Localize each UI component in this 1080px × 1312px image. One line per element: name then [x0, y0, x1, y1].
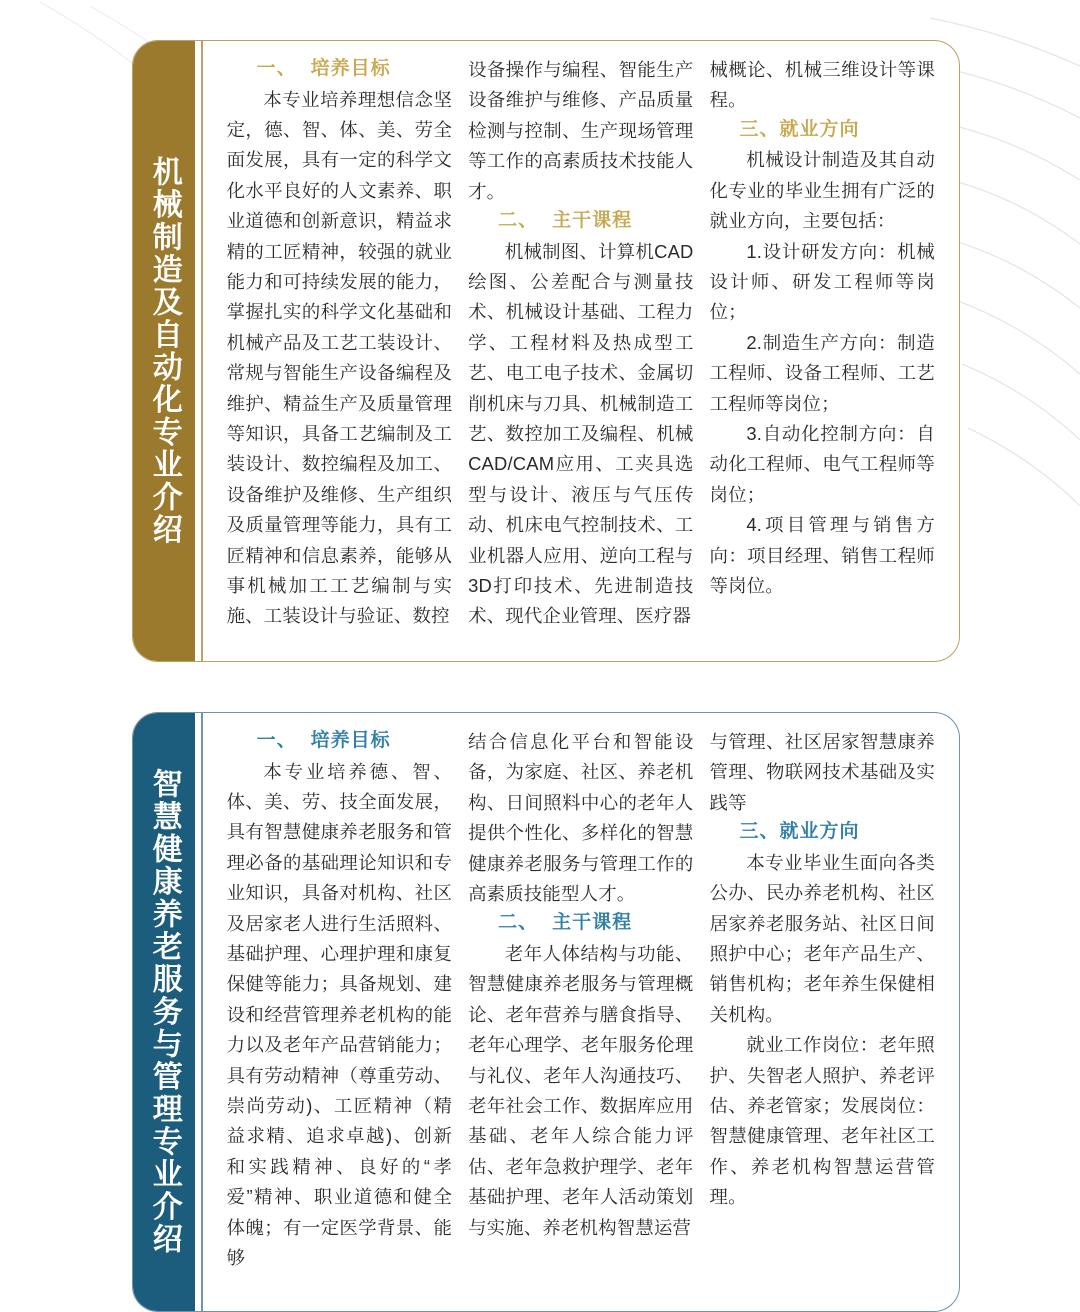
sidebar-title-smart-elderly-care — [133, 713, 195, 1311]
sidebar-title-text: 机械制造及自动化专业介绍 — [147, 156, 181, 546]
section-heading-core-courses — [468, 207, 693, 236]
paragraph: 就业工作岗位：老年照护、失智老人照护、养老评估、养老管家；发展岗位：智慧健康管理、老年社区工作、养老机构智慧运营管理。 — [709, 1034, 935, 1208]
text-column-1 — [219, 727, 460, 1301]
section-label: 就业方向 — [779, 821, 860, 843]
paragraph: 机械设计制造及其自动化专业的毕业生拥有广泛的就业方向，主要包括： — [709, 149, 935, 232]
section-number: 一、 — [256, 58, 297, 79]
text-column-2 — [460, 55, 701, 651]
program-card-mechanical — [132, 40, 960, 662]
card-body-smart-elderly-care — [203, 713, 959, 1311]
paragraph-continued: 结合信息化平台和智能设备，为家庭、社区、养老机构、日间照料中心的老年人提供个性化、多样化的智慧健康养老服务与管理工作的高素质技能型人才。 — [468, 731, 694, 905]
paragraph-continued: 与管理、社区居家智慧康养管理、物联网技术基础及实践等 — [709, 731, 935, 813]
sidebar-title-text: 智慧健康养老服务与管理专业介绍 — [147, 768, 181, 1256]
text-column-2 — [460, 727, 701, 1301]
paragraph: 本专业毕业生面向各类公办、民办养老机构、社区居家养老服务站、社区日间照护中心；老年产品生产、销售机构；老年养生保健相关机构。 — [709, 851, 935, 1025]
paragraph-continued: 械概论、机械三维设计等课程。 — [709, 59, 935, 111]
text-column-1 — [219, 55, 460, 651]
paragraph: 本专业培养德、智、体、美、劳、技全面发展，具有智慧健康养老服务和管理必备的基础理论知识和专业知识，具备对机构、社区及居家老人进行生活照料、基础护理、心理护理和康复保健等能力；具备规划、建设和经营管理养老机构的能力以及老年产品营销能力；具有劳动精神（尊重劳动、崇尚劳动)、工匠精神（精益求精、追求卓越)、创新和实践精神、良好的“孝爱”精神、职业道德和健全体魄；有一定医学背景、能够 — [226, 760, 453, 1268]
paragraph: 机械制图、计算机CAD绘图、公差配合与测量技术、机械设计基础、工程力学、工程材料及热成型工艺、电工电子技术、金属切削机床与刀具、机械制造工艺、数控加工及编程、机械CAD/CAM应用、工夹具选型与设计、液压与气压传动、机床电气控制技术、工业机器人应用、逆向工程与3D打印技术、先进制造技术、现代企业管理、医疗器 — [468, 240, 694, 627]
section-label: 主干课程 — [552, 210, 633, 232]
section-number: 三、 — [739, 821, 780, 843]
section-label: 主干课程 — [552, 912, 633, 934]
section-label: 培养目标 — [310, 58, 391, 79]
section-heading-core-courses — [468, 909, 693, 938]
section-heading-training-objective — [227, 727, 452, 756]
section-heading-training-objective — [227, 55, 452, 84]
card-body-mechanical — [203, 41, 959, 661]
sidebar-title-mechanical — [133, 41, 195, 661]
paragraph-continued: 设备操作与编程、智能生产设备维护与维修、产品质量检测与控制、生产现场管理等工作的高素质技术技能人才。 — [468, 59, 694, 202]
section-number: 二、 — [498, 210, 539, 232]
paragraph: 本专业培养理想信念坚定，德、智、体、美、劳全面发展，具有一定的科学文化水平良好的人文素养、职业道德和创新意识，精益求精的工匠精神，较强的就业能力和可持续发展的能力，掌握扎实的科学文化基础和机械产品及工艺工装设计、常规与智能生产设备编程及维护、精益生产及质量管理等知识，具备工艺编制及工装设计、数控编程及加工、设备维护及维修、生产组织及质量管理等能力，具有工匠精神和信息素养，能够从事机械加工工艺编制与实施、工装设计与验证、数控 — [226, 88, 453, 627]
text-column-3 — [702, 727, 943, 1301]
program-card-smart-elderly-care — [132, 712, 960, 1312]
section-number: 一、 — [256, 730, 297, 751]
section-number: 三、 — [739, 118, 780, 140]
section-number: 二、 — [498, 912, 539, 934]
paragraph: 老年人体结构与功能、智慧健康养老服务与管理概论、老年营养与膳食指导、老年心理学、老年服务伦理与礼仪、老年人沟通技巧、老年社会工作、数据库应用基础、老年人综合能力评估、老年急救护理学、老年基础护理、老年人活动策划与实施、养老机构智慧运营 — [468, 942, 694, 1238]
section-heading-employment — [710, 818, 935, 847]
employment-item: 3.自动化控制方向：自动化工程师、电气工程师等岗位； — [709, 422, 935, 505]
text-column-3 — [702, 55, 943, 651]
employment-item: 4.项目管理与销售方向：项目经理、销售工程师等岗位。 — [709, 514, 935, 596]
employment-item: 2.制造生产方向：制造工程师、设备工程师、工艺工程师等岗位； — [709, 331, 935, 414]
section-label: 就业方向 — [779, 118, 860, 140]
employment-item: 1.设计研发方向：机械设计师、研发工程师等岗位； — [709, 240, 935, 323]
section-heading-employment — [710, 116, 935, 145]
section-label: 培养目标 — [310, 730, 391, 751]
